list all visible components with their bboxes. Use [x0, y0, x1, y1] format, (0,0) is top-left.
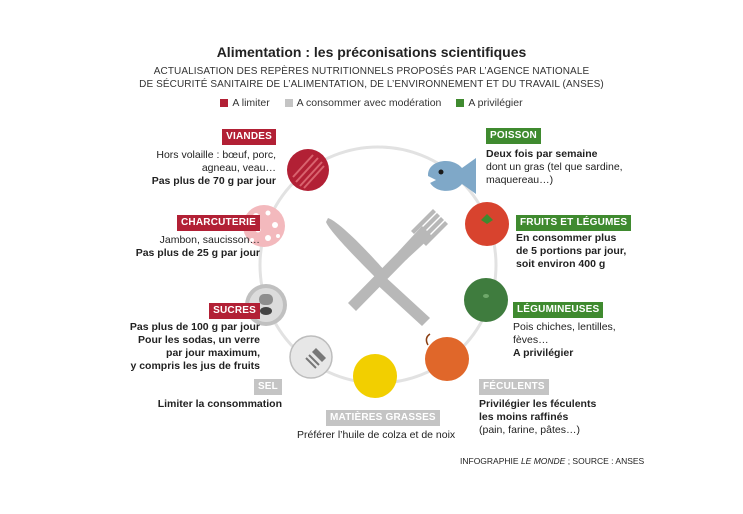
oil-icon	[353, 354, 397, 398]
feculents-line-1: Privilégier les féculents	[479, 398, 597, 410]
sucres-line-1: Pas plus de 100 g par jour	[129, 321, 260, 333]
salt-icon	[290, 336, 332, 378]
fruits-legumes-line-1: En consommer plus	[516, 232, 617, 244]
charcuterie-text	[136, 234, 260, 260]
source-prefix: INFOGRAPHIE	[460, 456, 521, 466]
tomato-icon	[465, 202, 509, 246]
viandes-line-1: Hors volaille : bœuf, porc,	[156, 149, 276, 161]
fruits-legumes-line-2: de 5 portions par jour,	[516, 245, 627, 257]
infographic-title: Alimentation : les préconisations scientifiques	[216, 44, 527, 60]
subtitle-line-2: DE SÉCURITÉ SANITAIRE DE L’ALIMENTATION, DE L’ENVIRONNEMENT ET DU TRAVAIL (ANSES)	[139, 79, 604, 90]
charcuterie-line-1: Jambon, saucisson…	[159, 234, 260, 246]
feculents-line-3: (pain, farine, pâtes…)	[479, 424, 580, 436]
source-publication: LE MONDE	[520, 456, 566, 466]
matieres-grasses-text: Préférer l’huile de colza et de noix	[297, 429, 456, 441]
feculents-text	[479, 398, 596, 437]
poisson-text	[486, 148, 623, 187]
source-credit	[460, 456, 644, 466]
legumineuses-line-3: A privilégier	[513, 347, 574, 359]
viandes-line-2: agneau, veau…	[201, 162, 276, 174]
sucres-line-4: y compris les jus de fruits	[130, 360, 260, 372]
legumineuses-line-1: Pois chiches, lentilles,	[513, 321, 616, 333]
viandes-text	[152, 149, 276, 188]
poisson-line-2: dont un gras (tel que sardine,	[486, 161, 623, 173]
poisson-line-3: maquereau…)	[486, 174, 554, 186]
meat-icon	[287, 149, 329, 191]
legend-label-limit: A limiter	[232, 97, 270, 109]
fruits-legumes-label: FRUITS ET LÉGUMES	[516, 215, 631, 231]
viandes-line-3: Pas plus de 70 g par jour	[151, 175, 276, 187]
poisson-line-1: Deux fois par semaine	[486, 148, 598, 160]
sucres-line-3: par jour maximum,	[166, 347, 260, 359]
subtitle-line-1: ACTUALISATION DES REPÈRES NUTRITIONNELS PROPOSÉS PAR L’AGENCE NATIONALE	[153, 66, 590, 77]
legend-label-moderation: A consommer avec modération	[296, 97, 442, 109]
fruits-legumes-text	[516, 232, 626, 271]
poisson-label: POISSON	[486, 128, 541, 144]
sel-label: SEL	[254, 379, 282, 395]
fruits-legumes-line-3: soit environ 400 g	[516, 258, 606, 270]
sel-text: Limiter la consommation	[157, 398, 282, 410]
pea-icon	[464, 278, 508, 322]
sucres-line-2: Pour les sodas, un verre	[138, 334, 260, 346]
potato-icon	[425, 334, 469, 381]
knife-icon	[326, 218, 430, 326]
charcuterie-line-2: Pas plus de 25 g par jour	[135, 247, 260, 259]
legend-label-favor: A privilégier	[468, 97, 523, 109]
legumineuses-line-2: fèves…	[513, 334, 549, 346]
legumineuses-text	[513, 321, 616, 360]
viandes-label: VIANDES	[222, 129, 276, 145]
sucres-label: SUCRES	[209, 303, 260, 319]
legumineuses-label: LÉGUMINEUSES	[513, 302, 603, 318]
source-suffix: ; SOURCE : ANSES	[565, 456, 645, 466]
sucres-text	[130, 321, 260, 373]
matieres-grasses-label: MATIÈRES GRASSES	[326, 410, 440, 426]
feculents-line-2: les moins raffinés	[479, 411, 569, 423]
feculents-label: FÉCULENTS	[479, 379, 549, 395]
charcuterie-label: CHARCUTERIE	[177, 215, 260, 231]
